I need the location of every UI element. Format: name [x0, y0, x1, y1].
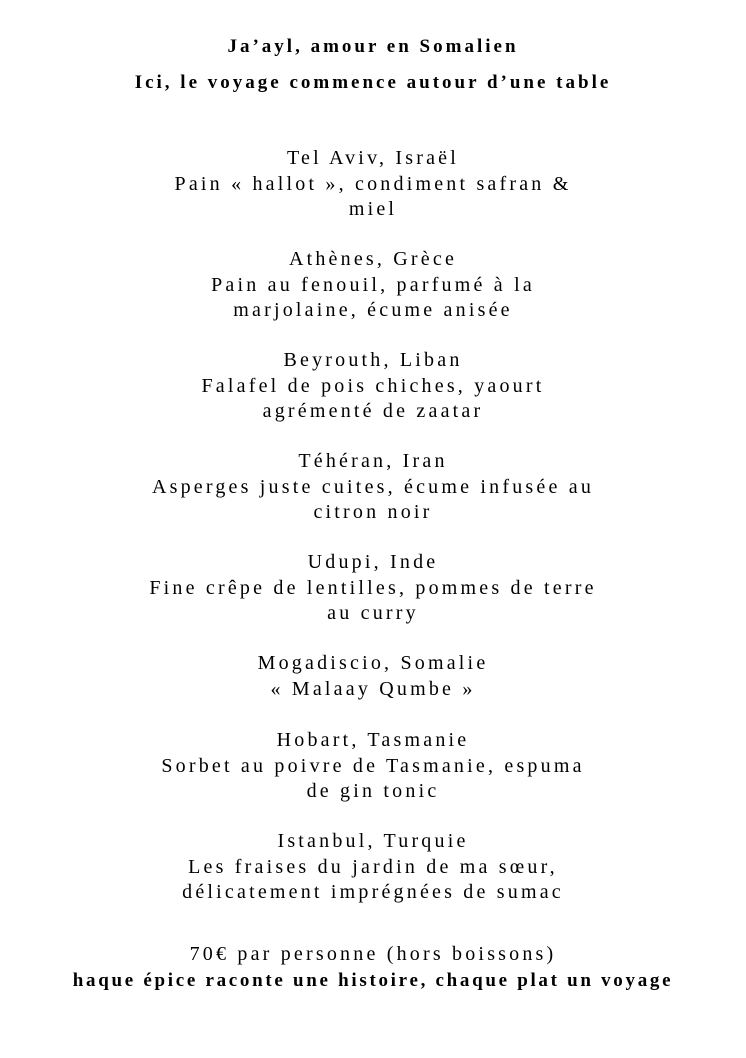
course-beyrouth: [0, 348, 746, 425]
course-place: Beyrouth, Liban: [283, 349, 463, 371]
course-description: Falafel de pois chiches, yaourt: [201, 374, 545, 397]
course-istanbul: [0, 829, 746, 906]
course-description: citron noir: [313, 501, 433, 523]
course-place: Athènes, Grèce: [288, 248, 458, 270]
course-description: Fine crêpe de lentilles, pommes de terre: [149, 576, 597, 599]
course-athenes: [0, 247, 746, 324]
menu-title: Ja’ayl, amour en Somalien: [227, 36, 519, 57]
menu-price: 70€ par personne (hors boissons): [189, 943, 557, 965]
course-place: Téhéran, Iran: [298, 450, 448, 472]
course-mogadiscio: [0, 651, 746, 702]
course-place: Udupi, Inde: [307, 551, 439, 573]
course-place: Istanbul, Turquie: [277, 830, 469, 852]
course-description: Pain « hallot », condiment safran &: [174, 172, 572, 195]
course-place: Hobart, Tasmanie: [276, 729, 470, 751]
course-description: Pain au fenouil, parfumé à la: [211, 273, 535, 296]
course-udupi: [0, 550, 746, 627]
course-description: miel: [348, 198, 398, 220]
course-description: « Malaay Qumbe »: [270, 677, 476, 700]
course-description: de gin tonic: [306, 780, 440, 802]
course-place: Mogadiscio, Somalie: [257, 652, 489, 674]
course-place: Tel Aviv, Israël: [287, 147, 459, 169]
course-description: agrémenté de zaatar: [262, 400, 484, 422]
course-description: délicatement imprégnées de sumac: [182, 881, 564, 903]
course-description: Asperges juste cuites, écume infusée au: [151, 475, 595, 498]
menu-subtitle: Ici, le voyage commence autour d’une table: [134, 72, 612, 93]
course-tel-aviv: [0, 146, 746, 223]
course-teheran: [0, 449, 746, 526]
course-hobart: [0, 728, 746, 805]
course-description: marjolaine, écume anisée: [233, 299, 513, 321]
menu-tagline: haque épice raconte une histoire, chaque plat un voyage: [72, 970, 674, 991]
course-description: Les fraises du jardin de ma sœur,: [188, 855, 558, 878]
course-description: Sorbet au poivre de Tasmanie, espuma: [161, 754, 585, 777]
course-description: au curry: [327, 602, 419, 624]
